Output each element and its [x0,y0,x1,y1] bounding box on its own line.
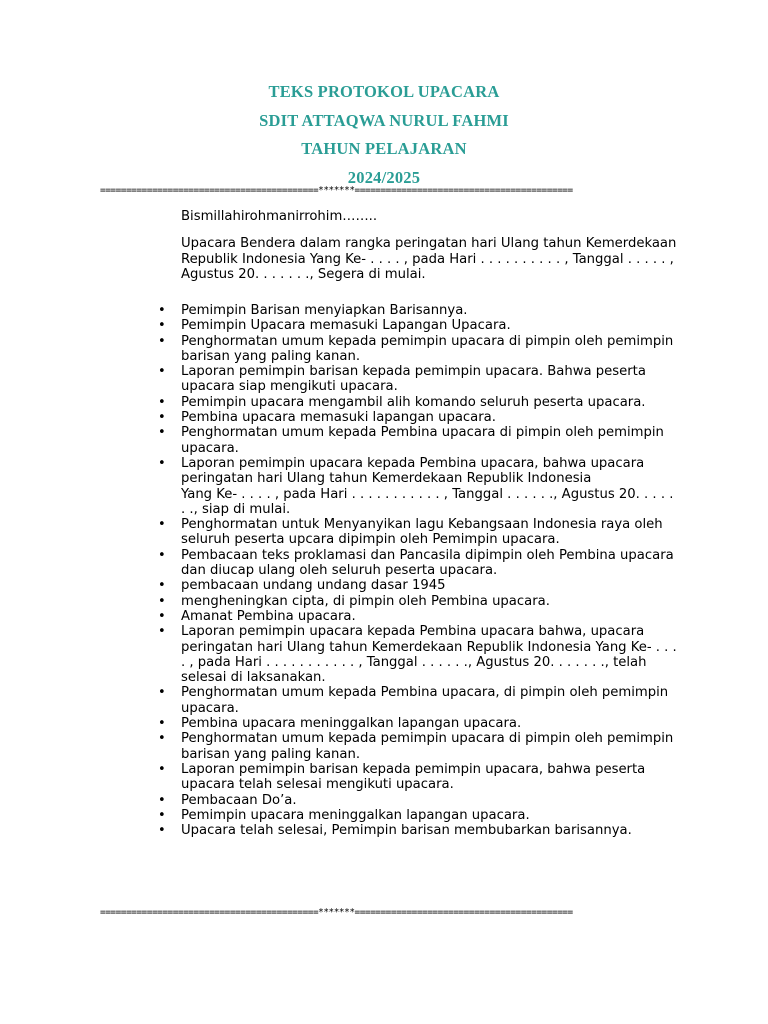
list-item: • Pembina upacara meninggalkan lapangan upacara. [181,716,681,731]
academic-year-label: TAHUN PELAJARAN [301,139,467,158]
document-title [0,78,768,192]
list-item: • Pembacaan Do’a. [181,793,681,808]
opening-section [181,209,681,283]
divider-bottom: ==========================================*******========================================== [100,907,573,918]
list-item: • Penghormatan untuk Menyanyikan lagu Kebangsaan Indonesia raya oleh seluruh peserta upcara dipimpin oleh Pemimpin upacara. [181,517,681,548]
list-item: • Pemimpin Upacara memasuki Lapangan Upacara. [181,318,681,333]
list-item: • Pemimpin upacara meninggalkan lapangan upacara. [181,808,681,823]
divider-top: ==========================================*******========================================== [100,185,573,196]
school-name: SDIT ATTAQWA NURUL FAHMI [259,110,509,130]
list-item: • Penghormatan umum kepada Pembina upacara, di pimpin oleh pemimpin upacara. [181,685,681,716]
list-item: • Laporan pemimpin upacara kepada Pembina upacara bahwa, upacara peringatan hari Ulang tahun Kemerdekaan Republik Indonesia Yang Ke- . . . . , pada Hari . . . . . . . . . . . , Tanggal . . . . . ., Agustus 20. . . . . . ., telah selesai di laksanakan. [181,624,681,685]
list-item: • Amanat Pembina upacara. [181,609,681,624]
list-item: • Penghormatan umum kepada pemimpin upacara di pimpin oleh pemimpin barisan yang paling kanan. [181,731,681,762]
list-item: • Penghormatan umum kepada pemimpin upacara di pimpin oleh pemimpin barisan yang paling kanan. [181,334,681,365]
title-line: TEKS PROTOKOL UPACARA [268,82,500,101]
list-item: • Laporan pemimpin upacara kepada Pembina upacara, bahwa upacara peringatan hari Ulang tahun Kemerdekaan Republik Indonesia Yang Ke- . . . . , pada Hari . . . . . . . . . . . , Tanggal . . . . . ., Agustus 20. . . . . . ., siap di mulai. [181,456,681,517]
academic-year: 2024/2025 [347,167,421,187]
list-item: • Pembacaan teks proklamasi dan Pancasila dipimpin oleh Pembina upacara dan diucap ulang oleh seluruh peserta upacara. [181,548,681,579]
list-item: • Pemimpin Barisan menyiapkan Barisannya. [181,303,681,318]
greeting: Bismillahirohmanirrohim…….. [181,209,378,224]
list-item: • Laporan pemimpin barisan kepada pemimpin upacara, bahwa peserta upacara telah selesai mengikuti upacara. [181,762,681,793]
list-item: • mengheningkan cipta, di pimpin oleh Pembina upacara. [181,594,681,609]
list-item: • Penghormatan umum kepada Pembina upacara di pimpin oleh pemimpin upacara. [181,425,681,456]
list-item: • Pembina upacara memasuki lapangan upacara. [181,410,681,425]
list-item: • Laporan pemimpin barisan kepada pemimpin upacara. Bahwa peserta upacara siap mengikuti upacara. [181,364,681,395]
list-item: • Upacara telah selesai, Pemimpin barisan membubarkan barisannya. [181,823,681,838]
ceremony-steps-list [181,303,681,838]
list-item: • Pemimpin upacara mengambil alih komando seluruh peserta upacara. [181,395,681,410]
list-item: • pembacaan undang undang dasar 1945 [181,578,681,593]
intro-paragraph: Upacara Bendera dalam rangka peringatan hari Ulang tahun Kemerdekaan Republik Indonesia Yang Ke- . . . . , pada Hari . . . . . . . . . . , Tanggal . . . . . , Agustus 20. . . . . . ., Segera di mulai. [181,236,677,283]
